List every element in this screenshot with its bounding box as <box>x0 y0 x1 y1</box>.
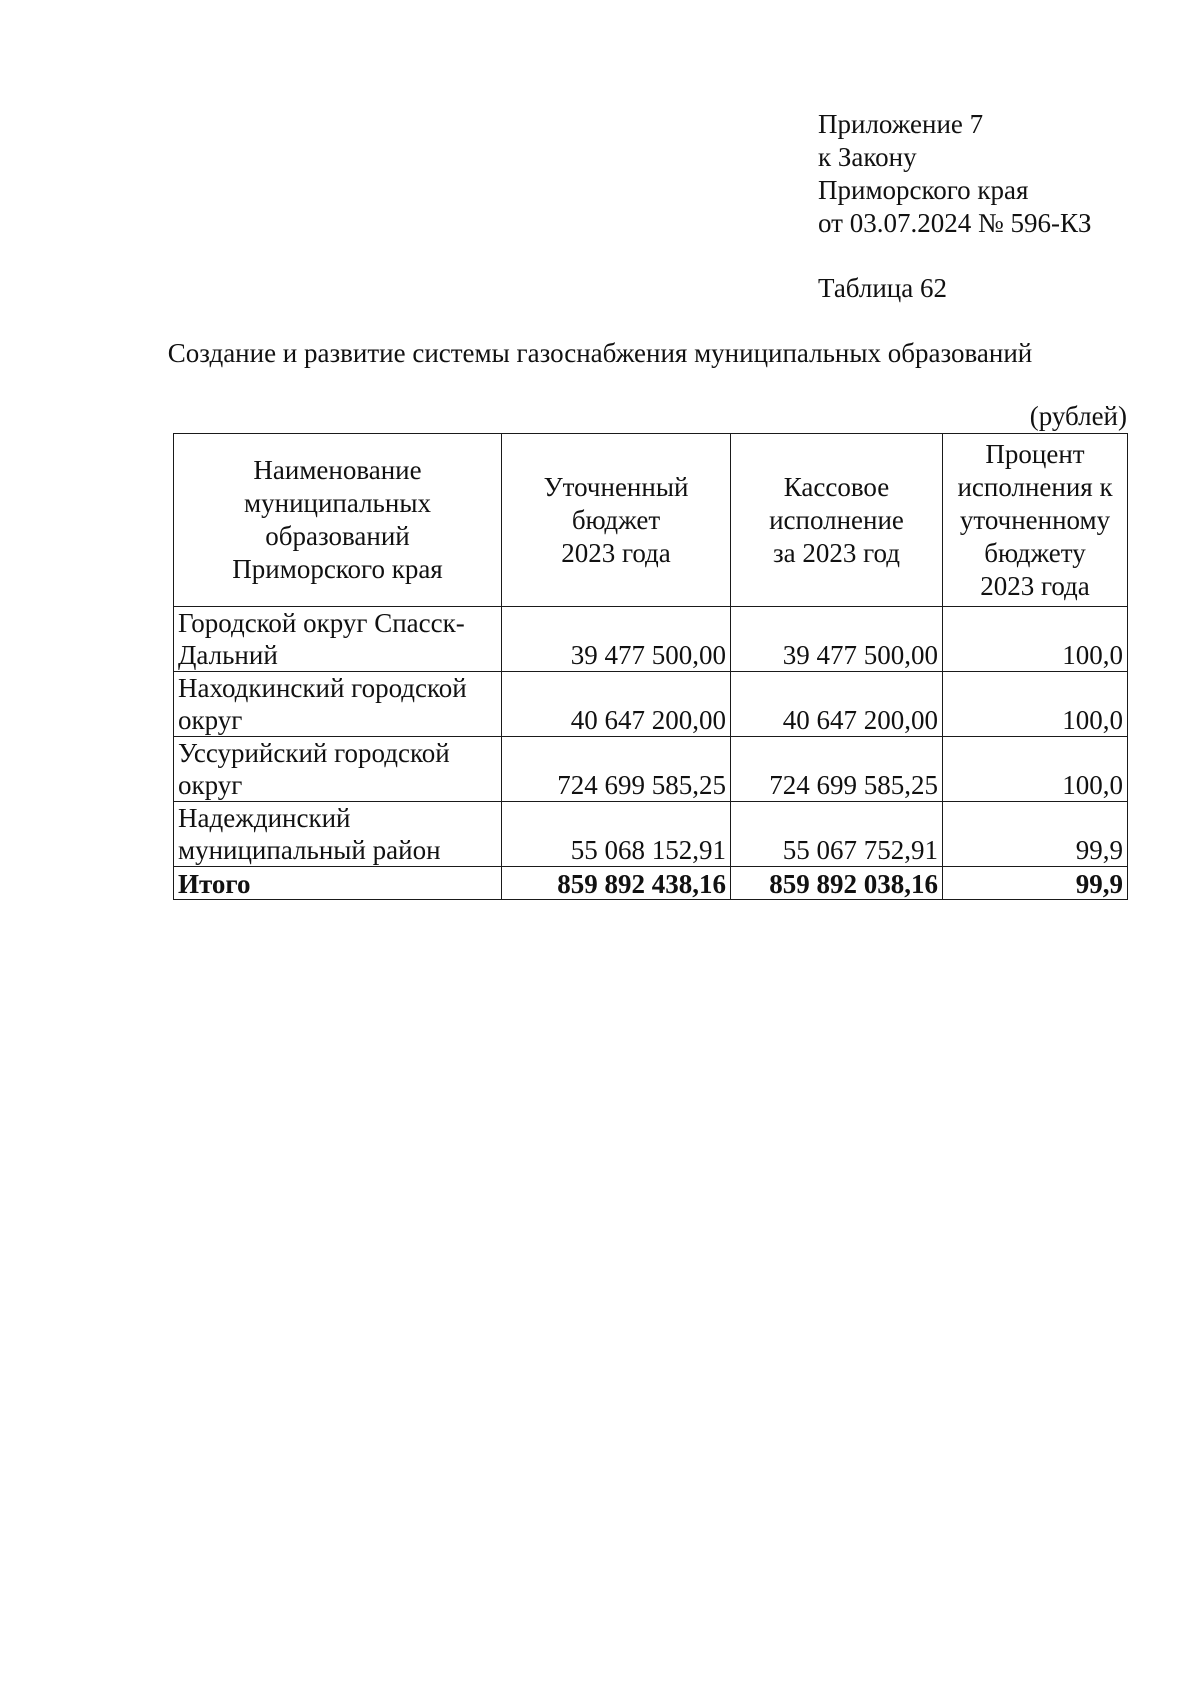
table-header-row <box>174 434 1128 607</box>
percent-value: 100,0 <box>943 672 1128 737</box>
municipality-name <box>174 737 502 802</box>
header-line: за 2023 год <box>772 537 900 568</box>
name-line: Дальний <box>178 640 278 670</box>
header-line: Кассовое <box>783 471 890 502</box>
table-row <box>174 802 1128 867</box>
appendix-line: от 03.07.2024 № 596-КЗ <box>818 208 1092 238</box>
header-line: исполнение <box>769 504 904 535</box>
header-execution <box>731 434 943 607</box>
budget-table <box>173 433 1128 900</box>
name-line: муниципальный район <box>178 835 441 865</box>
header-budget <box>502 434 731 607</box>
units-label: (рублей) <box>1029 401 1127 431</box>
budget-value: 39 477 500,00 <box>502 607 731 672</box>
execution-value: 40 647 200,00 <box>731 672 943 737</box>
header-line: исполнения к <box>957 471 1113 502</box>
total-row <box>174 867 1128 900</box>
header-line: бюджет <box>571 504 661 535</box>
name-line: Находкинский городской <box>178 673 467 703</box>
table-number: Таблица 62 <box>818 273 947 303</box>
header-line: образований <box>265 521 410 551</box>
header-name <box>174 434 502 607</box>
execution-value: 39 477 500,00 <box>731 607 943 672</box>
table-row <box>174 607 1128 672</box>
header-line: уточненному <box>959 504 1111 535</box>
name-line: Уссурийский городской <box>178 738 450 768</box>
budget-value: 55 068 152,91 <box>502 802 731 867</box>
table-row <box>174 672 1128 737</box>
percent-value: 100,0 <box>943 607 1128 672</box>
appendix-line: Приморского края <box>818 175 1029 205</box>
execution-value: 55 067 752,91 <box>731 802 943 867</box>
municipality-name <box>174 672 502 737</box>
appendix-block <box>818 108 1091 240</box>
header-line: Наименование <box>253 455 422 485</box>
budget-value: 40 647 200,00 <box>502 672 731 737</box>
header-line: 2023 года <box>980 570 1090 601</box>
name-line: Городской округ Спасск- <box>178 608 465 638</box>
budget-value: 724 699 585,25 <box>502 737 731 802</box>
total-budget: 859 892 438,16 <box>502 867 731 900</box>
appendix-line: к Закону <box>818 142 917 172</box>
header-line: Приморского края <box>232 554 443 584</box>
municipality-name <box>174 802 502 867</box>
execution-value: 724 699 585,25 <box>731 737 943 802</box>
header-line: муниципальных <box>244 488 431 518</box>
percent-value: 99,9 <box>943 802 1128 867</box>
total-percent: 99,9 <box>943 867 1128 900</box>
document-title: Создание и развитие системы газоснабжения муниципальных образований <box>167 338 1033 368</box>
header-line: Уточненный <box>543 471 689 502</box>
percent-value: 100,0 <box>943 737 1128 802</box>
header-line: 2023 года <box>561 537 671 568</box>
name-line: Надеждинский <box>178 803 351 833</box>
total-label: Итого <box>174 867 502 900</box>
header-line: бюджету <box>984 537 1086 568</box>
appendix-line: Приложение 7 <box>818 109 984 139</box>
name-line: округ <box>178 705 243 735</box>
municipality-name <box>174 607 502 672</box>
header-line: Процент <box>985 438 1085 469</box>
total-execution: 859 892 038,16 <box>731 867 943 900</box>
name-line: округ <box>178 770 243 800</box>
table-row <box>174 737 1128 802</box>
header-percent <box>943 434 1128 607</box>
